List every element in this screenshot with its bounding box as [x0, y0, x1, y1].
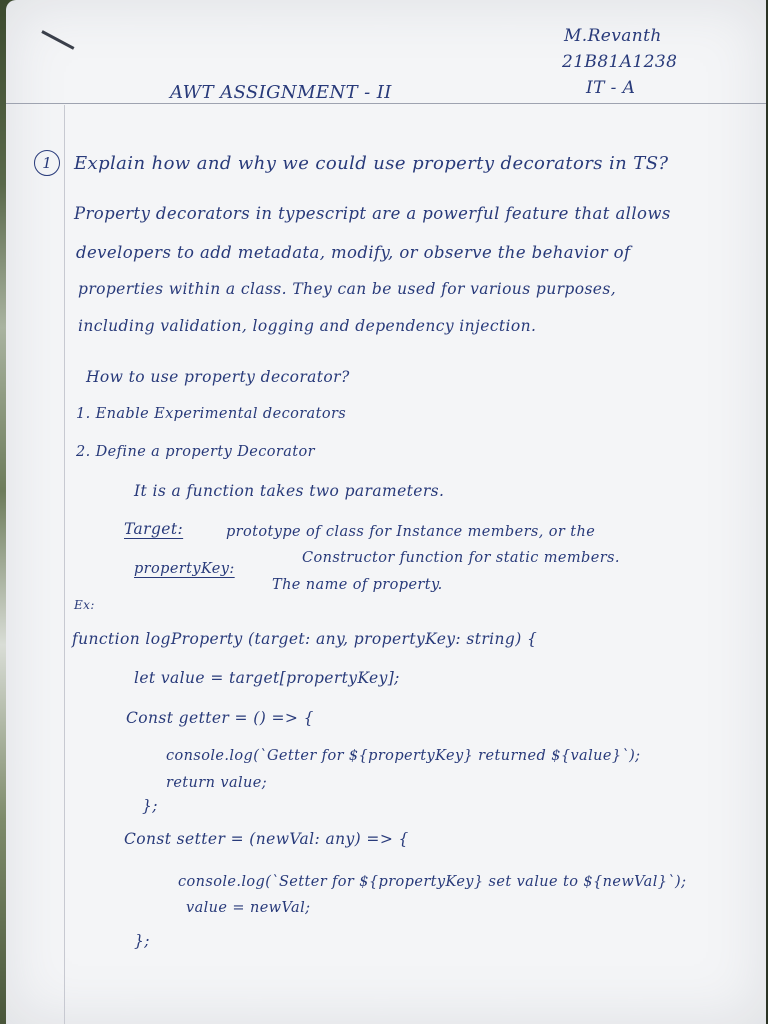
key-text: The name of property. [272, 577, 443, 593]
intro-line-4: including validation, logging and dependency injection. [78, 317, 537, 335]
target-label: Target: [124, 520, 184, 538]
section: IT - A [586, 78, 636, 98]
howto-heading: How to use property decorator? [86, 368, 350, 386]
code-line-9: value = newVal; [186, 900, 311, 916]
student-name: M.Revanth [564, 26, 662, 46]
code-line-5: return value; [166, 775, 268, 791]
intro-line-3: properties within a class. They can be used for various purposes, [78, 280, 617, 298]
code-line-10: }; [134, 932, 150, 950]
code-line-8: console.log(`Setter for ${propertyKey} set value to ${newVal}`); [178, 874, 687, 890]
code-line-1: function logProperty (target: any, propertyKey: string) { [72, 630, 538, 648]
roll-number: 21B81A1238 [562, 52, 678, 72]
page-title: AWT ASSIGNMENT - II [170, 82, 392, 103]
code-line-6: }; [142, 797, 158, 815]
pen-mark [41, 30, 74, 50]
code-line-7: Const setter = (newVal: any) => { [124, 830, 409, 848]
question-text: Explain how and why we could use property decorators in TS? [74, 153, 669, 174]
code-line-3: Const getter = () => { [126, 709, 314, 727]
step-2-description: It is a function takes two parameters. [134, 482, 445, 500]
step-1: 1. Enable Experimental decorators [76, 406, 347, 422]
target-text-2: Constructor function for static members. [302, 550, 620, 566]
code-line-4: console.log(`Getter for ${propertyKey} returned ${value}`); [166, 748, 641, 764]
code-line-2: let value = target[propertyKey]; [134, 669, 400, 687]
notebook-page [6, 0, 766, 1024]
example-label: Ex: [74, 598, 95, 612]
question-number: 1 [34, 150, 60, 176]
margin-line [64, 105, 65, 1024]
target-text: prototype of class for Instance members, or the [226, 524, 596, 540]
key-label: propertyKey: [134, 561, 235, 577]
header-rule [6, 103, 766, 104]
intro-line-2: developers to add metadata, modify, or observe the behavior of [76, 243, 631, 262]
step-2: 2. Define a property Decorator [76, 444, 315, 460]
intro-line-1: Property decorators in typescript are a powerful feature that allows [74, 204, 671, 223]
